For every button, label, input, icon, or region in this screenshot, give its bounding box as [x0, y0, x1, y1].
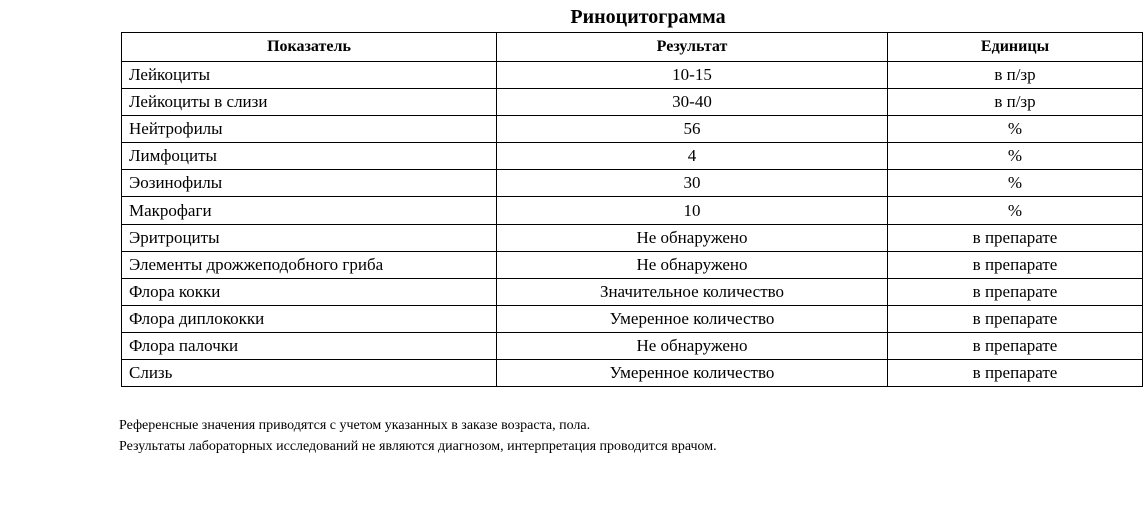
- results-table: [121, 32, 1143, 387]
- table-row: [122, 305, 1143, 332]
- cell-result: 30-40: [497, 89, 888, 116]
- table-row: [122, 197, 1143, 224]
- footnotes: [119, 415, 717, 457]
- results-table-container: [121, 32, 1143, 387]
- cell-name: Флора кокки: [122, 278, 497, 305]
- cell-result: 10: [497, 197, 888, 224]
- cell-unit: в препарате: [888, 360, 1143, 387]
- table-header-row: [122, 33, 1143, 62]
- table-row: [122, 332, 1143, 359]
- table-row: [122, 251, 1143, 278]
- cell-result: 4: [497, 143, 888, 170]
- cell-unit: в препарате: [888, 332, 1143, 359]
- footnote-disclaimer: Результаты лабораторных исследований не являются диагнозом, интерпретация проводится врачом.: [119, 439, 717, 454]
- cell-name: Лимфоциты: [122, 143, 497, 170]
- cell-unit: в п/зр: [888, 89, 1143, 116]
- footnote-reference-values: Референсные значения приводятся с учетом указанных в заказе возраста, пола.: [119, 418, 591, 433]
- cell-result: 30: [497, 170, 888, 197]
- cell-unit: %: [888, 197, 1143, 224]
- page-title: Риноцитограмма: [570, 6, 726, 28]
- cell-result: Не обнаружено: [497, 224, 888, 251]
- cell-unit: %: [888, 170, 1143, 197]
- cell-unit: в п/зр: [888, 62, 1143, 89]
- cell-result: Умеренное количество: [497, 360, 888, 387]
- cell-name: Лейкоциты в слизи: [122, 89, 497, 116]
- cell-name: Эозинофилы: [122, 170, 497, 197]
- table-row: [122, 170, 1143, 197]
- table-row: [122, 116, 1143, 143]
- cell-unit: в препарате: [888, 278, 1143, 305]
- cell-name: Нейтрофилы: [122, 116, 497, 143]
- table-row: [122, 143, 1143, 170]
- cell-name: Эритроциты: [122, 224, 497, 251]
- cell-unit: в препарате: [888, 305, 1143, 332]
- table-row: [122, 62, 1143, 89]
- cell-unit: в препарате: [888, 251, 1143, 278]
- table-body: [122, 62, 1143, 387]
- header-indicator: Показатель: [122, 33, 497, 62]
- cell-result: Не обнаружено: [497, 332, 888, 359]
- header-units: Единицы: [888, 33, 1143, 62]
- table-row: [122, 360, 1143, 387]
- table-row: [122, 89, 1143, 116]
- cell-name: Флора палочки: [122, 332, 497, 359]
- cell-name: Элементы дрожжеподобного гриба: [122, 251, 497, 278]
- cell-unit: в препарате: [888, 224, 1143, 251]
- cell-unit: %: [888, 116, 1143, 143]
- header-result: Результат: [497, 33, 888, 62]
- cell-result: Умеренное количество: [497, 305, 888, 332]
- table-row: [122, 224, 1143, 251]
- cell-name: Флора диплококки: [122, 305, 497, 332]
- cell-unit: %: [888, 143, 1143, 170]
- cell-name: Слизь: [122, 360, 497, 387]
- cell-name: Макрофаги: [122, 197, 497, 224]
- cell-result: 56: [497, 116, 888, 143]
- cell-result: Значительное количество: [497, 278, 888, 305]
- cell-name: Лейкоциты: [122, 62, 497, 89]
- cell-result: Не обнаружено: [497, 251, 888, 278]
- table-row: [122, 278, 1143, 305]
- cell-result: 10-15: [497, 62, 888, 89]
